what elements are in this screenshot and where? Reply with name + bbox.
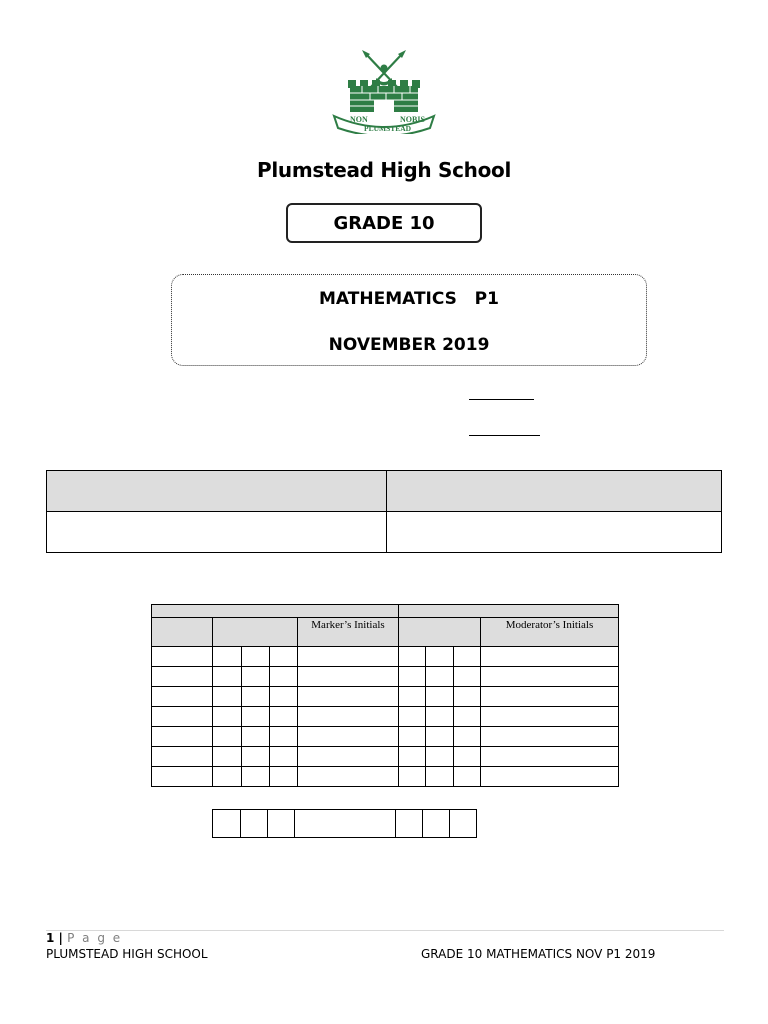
page-number-value: 1 <box>46 931 55 945</box>
moderator-mark-cell[interactable] <box>426 667 453 687</box>
marker-initials-header: Marker’s Initials <box>298 618 399 647</box>
marker-section-header <box>152 605 399 618</box>
moderator-mark-cell[interactable] <box>453 687 480 707</box>
student-info-header-row <box>47 471 722 512</box>
marks-table-row <box>152 767 619 787</box>
marker-initials-cell[interactable] <box>298 647 399 667</box>
footer-divider <box>46 930 724 931</box>
marker-mark-cell[interactable] <box>242 687 270 707</box>
marker-mark-cell[interactable] <box>242 727 270 747</box>
marker-mark-cell[interactable] <box>242 707 270 727</box>
marker-mark-cell[interactable] <box>213 767 242 787</box>
moderator-marks-header-cell <box>399 618 481 647</box>
moderator-mark-cell[interactable] <box>453 707 480 727</box>
page-label: P a g e <box>67 931 123 945</box>
marker-mark-cell[interactable] <box>213 727 242 747</box>
moderator-mark-cell[interactable] <box>426 647 453 667</box>
moderator-initials-cell[interactable] <box>481 667 619 687</box>
moderator-initials-cell[interactable] <box>481 727 619 747</box>
marks-total-row <box>212 809 477 838</box>
footer-school-name: PLUMSTEAD HIGH SCHOOL <box>46 947 208 961</box>
question-cell[interactable] <box>152 667 213 687</box>
question-cell[interactable] <box>152 707 213 727</box>
marker-mark-cell[interactable] <box>213 707 242 727</box>
marker-mark-cell[interactable] <box>270 647 298 667</box>
moderator-section-header <box>399 605 619 618</box>
moderator-mark-cell[interactable] <box>426 727 453 747</box>
marker-mark-cell[interactable] <box>270 747 298 767</box>
marks-line <box>469 399 534 400</box>
moderator-mark-cell[interactable] <box>399 667 426 687</box>
marker-initials-cell[interactable] <box>298 667 399 687</box>
moderator-mark-cell[interactable] <box>453 727 480 747</box>
marks-table <box>151 604 619 787</box>
total-marker-initials-cell[interactable] <box>295 810 396 838</box>
student-info-header-cell <box>47 471 387 512</box>
question-cell[interactable] <box>152 647 213 667</box>
moderator-mark-cell[interactable] <box>453 667 480 687</box>
marker-initials-cell[interactable] <box>298 747 399 767</box>
marker-mark-cell[interactable] <box>213 747 242 767</box>
question-header-cell <box>152 618 213 647</box>
moderator-initials-cell[interactable] <box>481 647 619 667</box>
moderator-mark-cell[interactable] <box>453 767 480 787</box>
question-cell[interactable] <box>152 767 213 787</box>
moderator-mark-cell[interactable] <box>426 707 453 727</box>
total-cell[interactable] <box>241 810 268 838</box>
marker-initials-cell[interactable] <box>298 707 399 727</box>
moderator-mark-cell[interactable] <box>426 767 453 787</box>
marker-mark-cell[interactable] <box>242 747 270 767</box>
total-cell[interactable] <box>213 810 241 838</box>
student-info-table <box>46 470 722 553</box>
marks-table-row <box>152 647 619 667</box>
marker-mark-cell[interactable] <box>270 767 298 787</box>
moderator-mark-cell[interactable] <box>426 747 453 767</box>
marker-mark-cell[interactable] <box>242 767 270 787</box>
total-cell[interactable] <box>423 810 450 838</box>
student-info-header-cell <box>387 471 722 512</box>
school-name-heading: Plumstead High School <box>256 158 512 182</box>
marks-table-row <box>152 687 619 707</box>
question-cell[interactable] <box>152 747 213 767</box>
moderator-mark-cell[interactable] <box>453 747 480 767</box>
marker-mark-cell[interactable] <box>242 667 270 687</box>
student-info-entry-cell[interactable] <box>47 512 387 553</box>
time-line <box>469 435 540 436</box>
total-cell[interactable] <box>268 810 295 838</box>
moderator-initials-header: Moderator’s Initials <box>481 618 619 647</box>
school-crest-logo <box>332 48 436 134</box>
grade-box <box>286 203 482 243</box>
moderator-initials-cell[interactable] <box>481 707 619 727</box>
marker-mark-cell[interactable] <box>270 727 298 747</box>
page-number: 1 | P a g e <box>46 931 123 945</box>
moderator-mark-cell[interactable] <box>453 647 480 667</box>
moderator-mark-cell[interactable] <box>399 727 426 747</box>
moderator-initials-cell[interactable] <box>481 747 619 767</box>
marker-initials-cell[interactable] <box>298 687 399 707</box>
moderator-mark-cell[interactable] <box>399 707 426 727</box>
marker-marks-header-cell <box>213 618 298 647</box>
total-cell[interactable] <box>396 810 423 838</box>
marks-table-row <box>152 727 619 747</box>
marks-table-title-row <box>152 605 619 618</box>
marks-table-row <box>152 707 619 727</box>
question-cell[interactable] <box>152 727 213 747</box>
marks-table-row <box>152 747 619 767</box>
marker-mark-cell[interactable] <box>213 647 242 667</box>
crest-motto-plumstead: PLUMSTEAD <box>364 124 412 133</box>
moderator-mark-cell[interactable] <box>399 767 426 787</box>
marker-initials-cell[interactable] <box>298 727 399 747</box>
grade-label: GRADE 10 <box>333 212 435 234</box>
question-cell[interactable] <box>152 687 213 707</box>
marker-mark-cell[interactable] <box>213 687 242 707</box>
marker-mark-cell[interactable] <box>270 687 298 707</box>
marker-mark-cell[interactable] <box>213 667 242 687</box>
marks-table-header-row <box>152 618 619 647</box>
marker-mark-cell[interactable] <box>242 647 270 667</box>
moderator-mark-cell[interactable] <box>399 687 426 707</box>
marker-initials-cell[interactable] <box>298 767 399 787</box>
crest-motto-nobis: NOBIS <box>400 115 425 124</box>
moderator-initials-cell[interactable] <box>481 687 619 707</box>
total-cell[interactable] <box>450 810 477 838</box>
student-info-entry-cell[interactable] <box>387 512 722 553</box>
subject-title: MATHEMATICS P1 <box>319 289 499 309</box>
crest-motto-non: NON <box>350 115 368 124</box>
footer-paper-title: GRADE 10 MATHEMATICS NOV P1 2019 <box>421 947 656 961</box>
moderator-mark-cell[interactable] <box>399 747 426 767</box>
moderator-initials-cell[interactable] <box>481 767 619 787</box>
marker-mark-cell[interactable] <box>270 667 298 687</box>
moderator-mark-cell[interactable] <box>399 647 426 667</box>
moderator-mark-cell[interactable] <box>426 687 453 707</box>
exam-date: NOVEMBER 2019 <box>328 335 490 355</box>
student-info-entry-row <box>47 512 722 553</box>
marker-mark-cell[interactable] <box>270 707 298 727</box>
marks-table-row <box>152 667 619 687</box>
subject-box <box>171 274 647 366</box>
